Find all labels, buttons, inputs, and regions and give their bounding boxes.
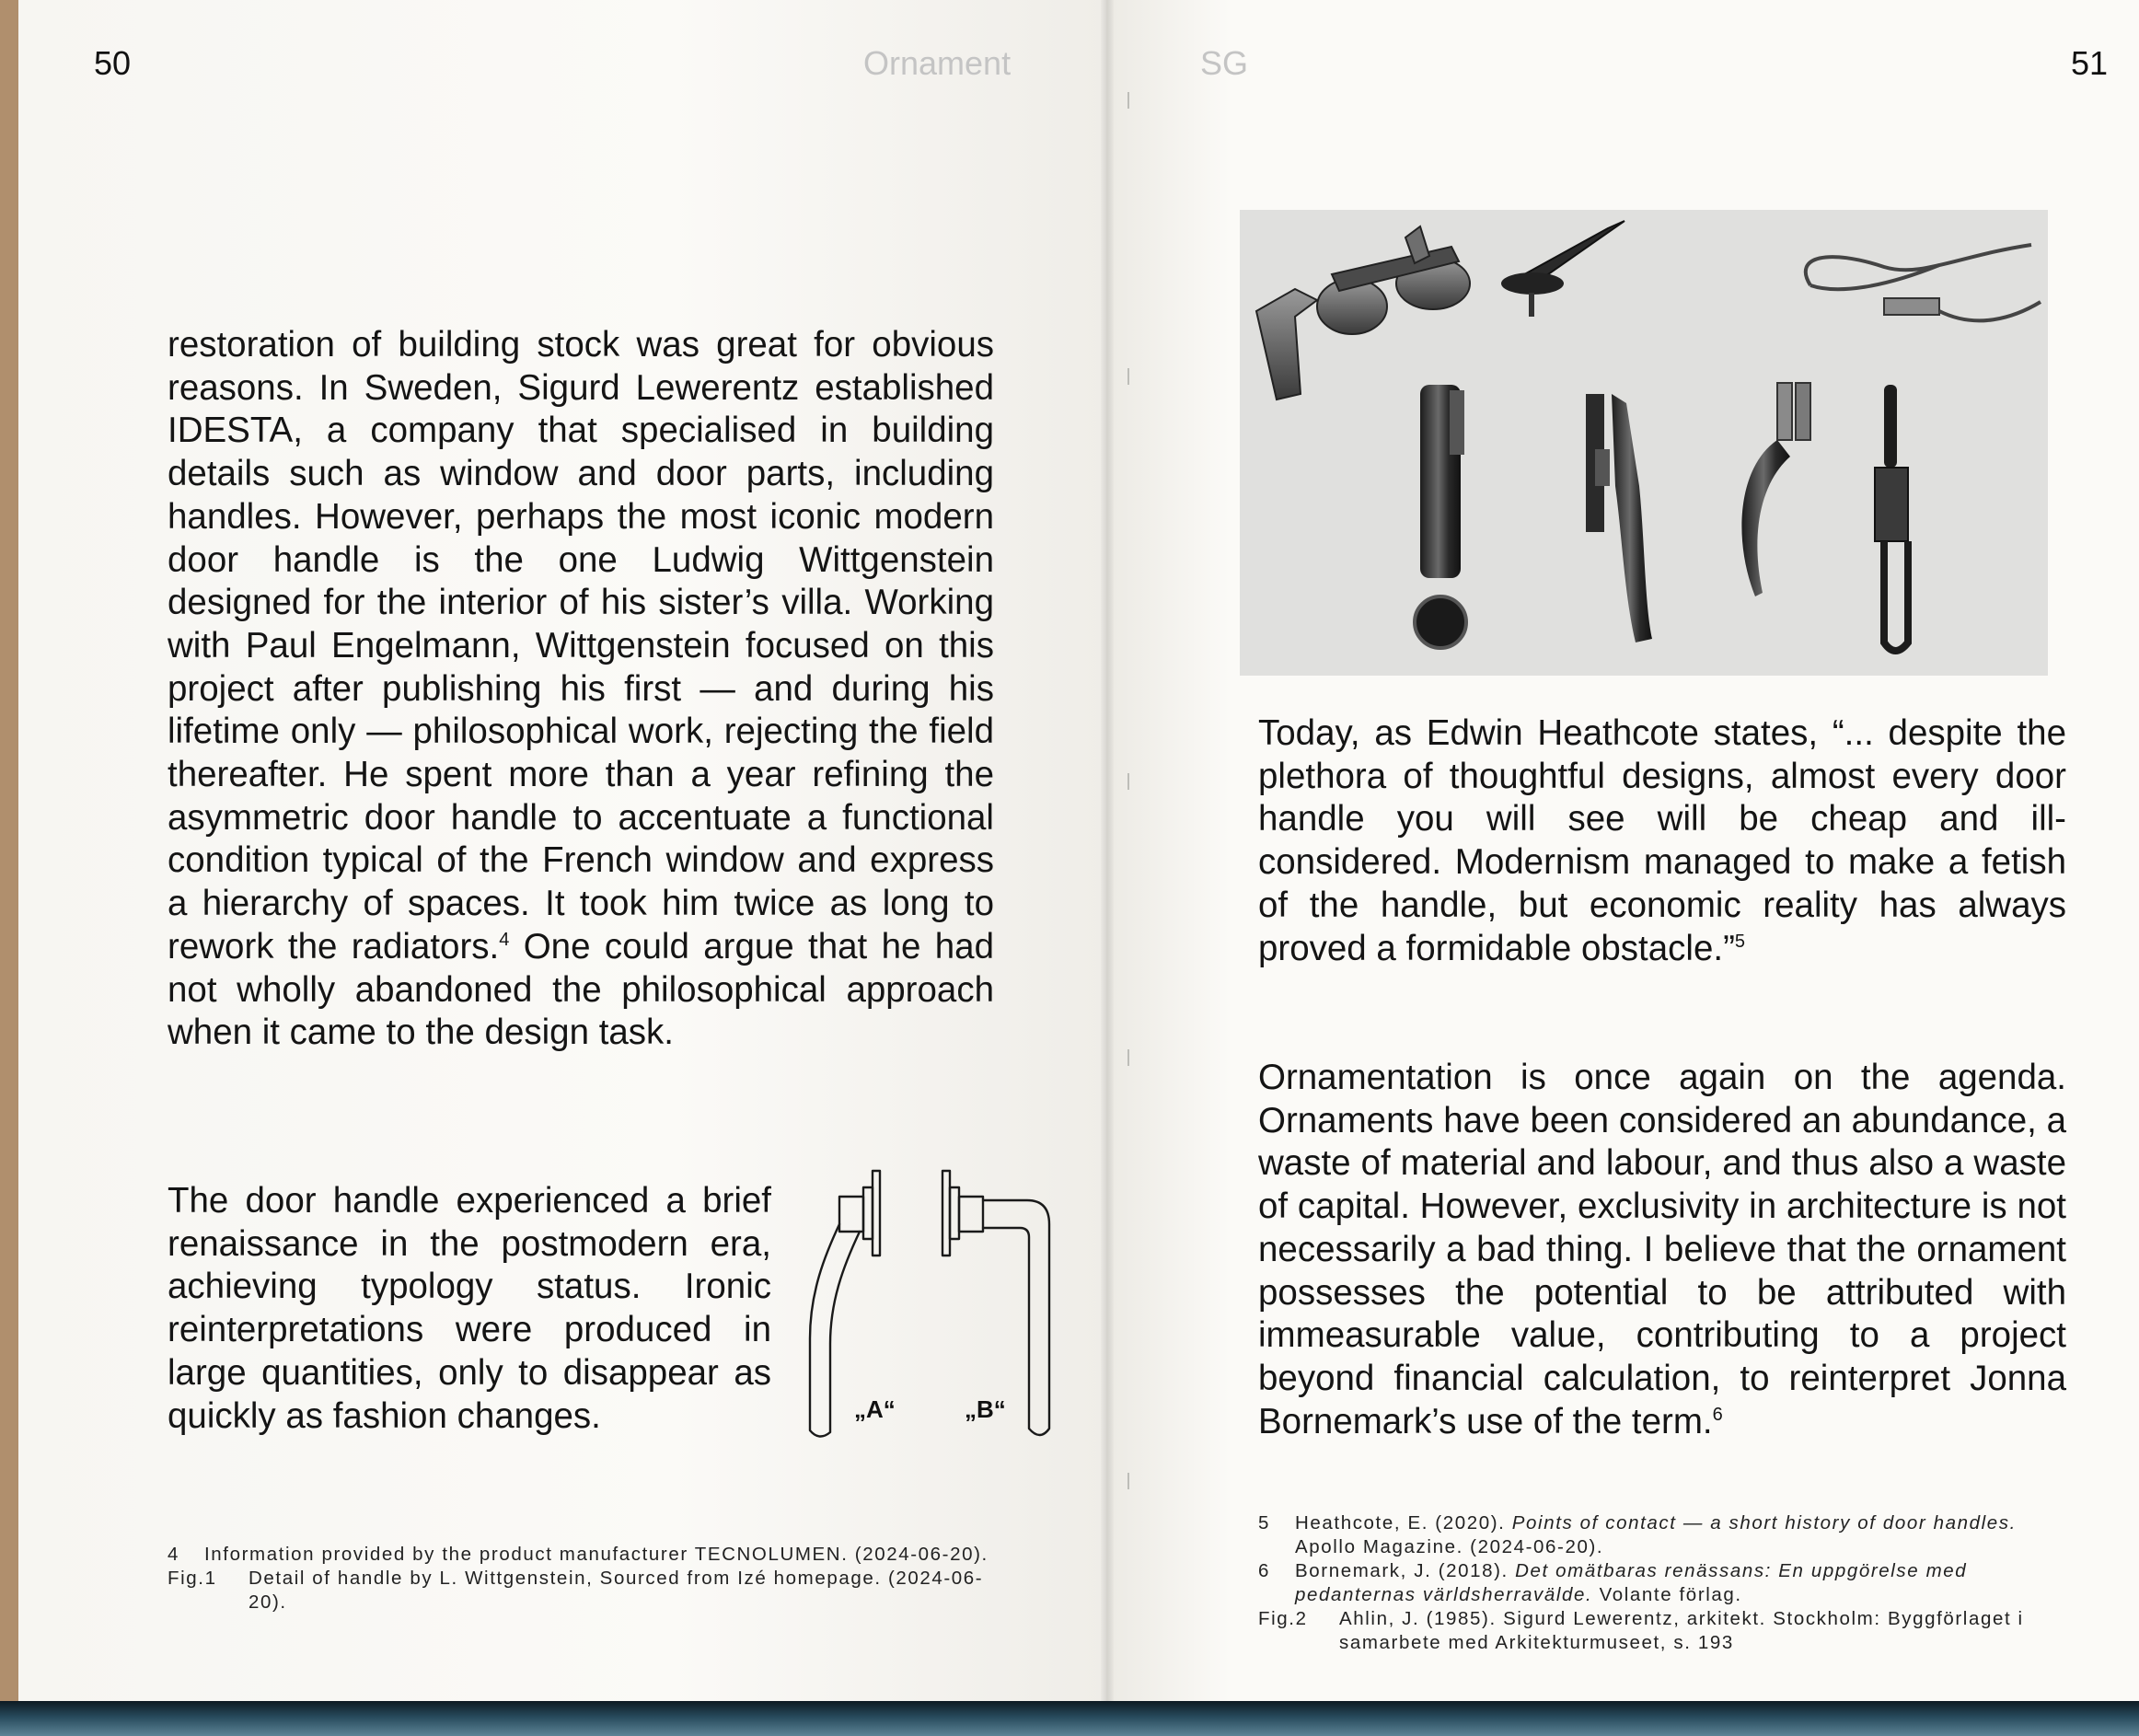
gutter-mark <box>1127 1049 1129 1066</box>
footnote-5-source: Apollo Magazine. (2024-06-20). <box>1295 1536 1604 1557</box>
gutter-mark <box>1127 1473 1129 1489</box>
footnote-ref-4[interactable]: 4 <box>499 930 510 951</box>
right-paragraph-1-text: Today, as Edwin Heathcote states, “... despite the plethora of thoughtful designs, almost every door handle you will see will be cheap and ill-considered. Modernism managed to make a fetish of the handle, but economic reality has always proved a formidable obstacle.” <box>1258 713 2066 968</box>
figure-1-caption <box>168 1567 1014 1614</box>
running-header-right: SG <box>1200 44 1249 82</box>
left-footnotes <box>168 1543 1014 1614</box>
window-handle-1 <box>1415 385 1466 648</box>
gutter-mark <box>1127 773 1129 790</box>
page-number-right: 51 <box>2071 44 2109 82</box>
page-number-left: 50 <box>94 44 132 82</box>
footnote-5-title: Points of contact — a short history of door handles. <box>1511 1512 2017 1533</box>
running-header-left: Ornament <box>863 44 1012 82</box>
handle-label-a: „A“ <box>854 1395 896 1423</box>
figure-1-text: Detail of handle by L. Wittgenstein, Sourced from Izé homepage. (2024-06-20). <box>249 1568 984 1613</box>
left-paragraph-2: The door handle experienced a brief renaissance in the postmodern era, achieving typology status. Ironic reinterpretations were produced in large quantities, only to disappear as quickly as fashion changes. <box>168 1181 771 1436</box>
footnote-5-author: Heathcote, E. (2020). <box>1295 1512 1512 1533</box>
gutter-mark <box>1127 368 1129 385</box>
left-paragraph-1-continuation: One could argue that he had not wholly abandoned the philosophical approach when it came to the design task. <box>168 926 995 1053</box>
handle-label-b: „B“ <box>965 1395 1006 1423</box>
footnote-5 <box>1258 1511 2068 1559</box>
footnote-4 <box>168 1543 1014 1567</box>
footnote-5-number: 5 <box>1258 1512 1271 1533</box>
footnote-6-publisher: Volante förlag. <box>1592 1584 1742 1605</box>
right-paragraph-2 <box>1258 1057 2066 1443</box>
figure-1-label: Fig.1 <box>168 1568 217 1589</box>
right-paragraph-2-text: Ornamentation is once again on the agenda. Ornaments have been considered an abundance, a waste of material and labour, and thus also a waste of capital. However, exclusivity in architecture is not necessarily a bad thing. I believe that the ornament possesses the potential to be attributed with immeasurable value, contributing to a project beyond financial calculation, to reinterpret Jonna Bornemark’s use of the term. <box>1258 1058 2066 1441</box>
idesta-hardware-photo <box>1240 210 2048 676</box>
footnote-4-text: Information provided by the product manufacturer TECNOLUMEN. (2024-06-20). <box>204 1544 989 1565</box>
footnote-ref-5[interactable]: 5 <box>1734 931 1746 952</box>
footnote-ref-6[interactable]: 6 <box>1712 1404 1723 1425</box>
right-footnotes <box>1258 1511 2068 1655</box>
left-paragraph-1-text: restoration of building stock was great for obvious reasons. In Sweden, Sigurd Lewerentz established IDESTA, a company that specialised in building details such as window and door parts, including handles. However, perhaps the most iconic modern door handle is the one Ludwig Wittgenstein designed for the interior of his sister’s villa. Working with Paul Engelmann, Wittgenstein focused on this project after publishing his first — and during his lifetime only — philosophical work, rejecting the field thereafter. He spent more than a year refining the asymmetric door handle to accentuate a functional condition typical of the French window and express a hierarchy of spaces. It took him twice as long to rework the radiators. <box>168 325 994 966</box>
footnote-6-number: 6 <box>1258 1560 1271 1581</box>
footnote-6-title: Det omätbaras renässans: En uppgörelse med pedanternas världsherravälde. <box>1295 1560 1968 1605</box>
footnote-4-number: 4 <box>168 1544 180 1565</box>
footnote-6 <box>1258 1559 2068 1607</box>
footnote-6-author: Bornemark, J. (2018). <box>1295 1560 1516 1581</box>
book-gutter <box>1101 0 1114 1701</box>
figure-2-text: Ahlin, J. (1985). Sigurd Lewerentz, arkitekt. Stockholm: Byggförlaget i samarbete med Arkitekturmuseet, s. 193 <box>1339 1608 2024 1653</box>
wittgenstein-handle-diagram <box>806 1163 1064 1449</box>
right-paragraph-1 <box>1258 712 2066 970</box>
figure-2-label: Fig.2 <box>1258 1608 1308 1629</box>
left-paragraph-1 <box>168 324 994 1055</box>
desk-edge <box>0 1701 2139 1736</box>
figure-2-caption <box>1258 1607 2068 1655</box>
left-page <box>18 0 1106 1701</box>
gutter-mark <box>1127 92 1129 109</box>
